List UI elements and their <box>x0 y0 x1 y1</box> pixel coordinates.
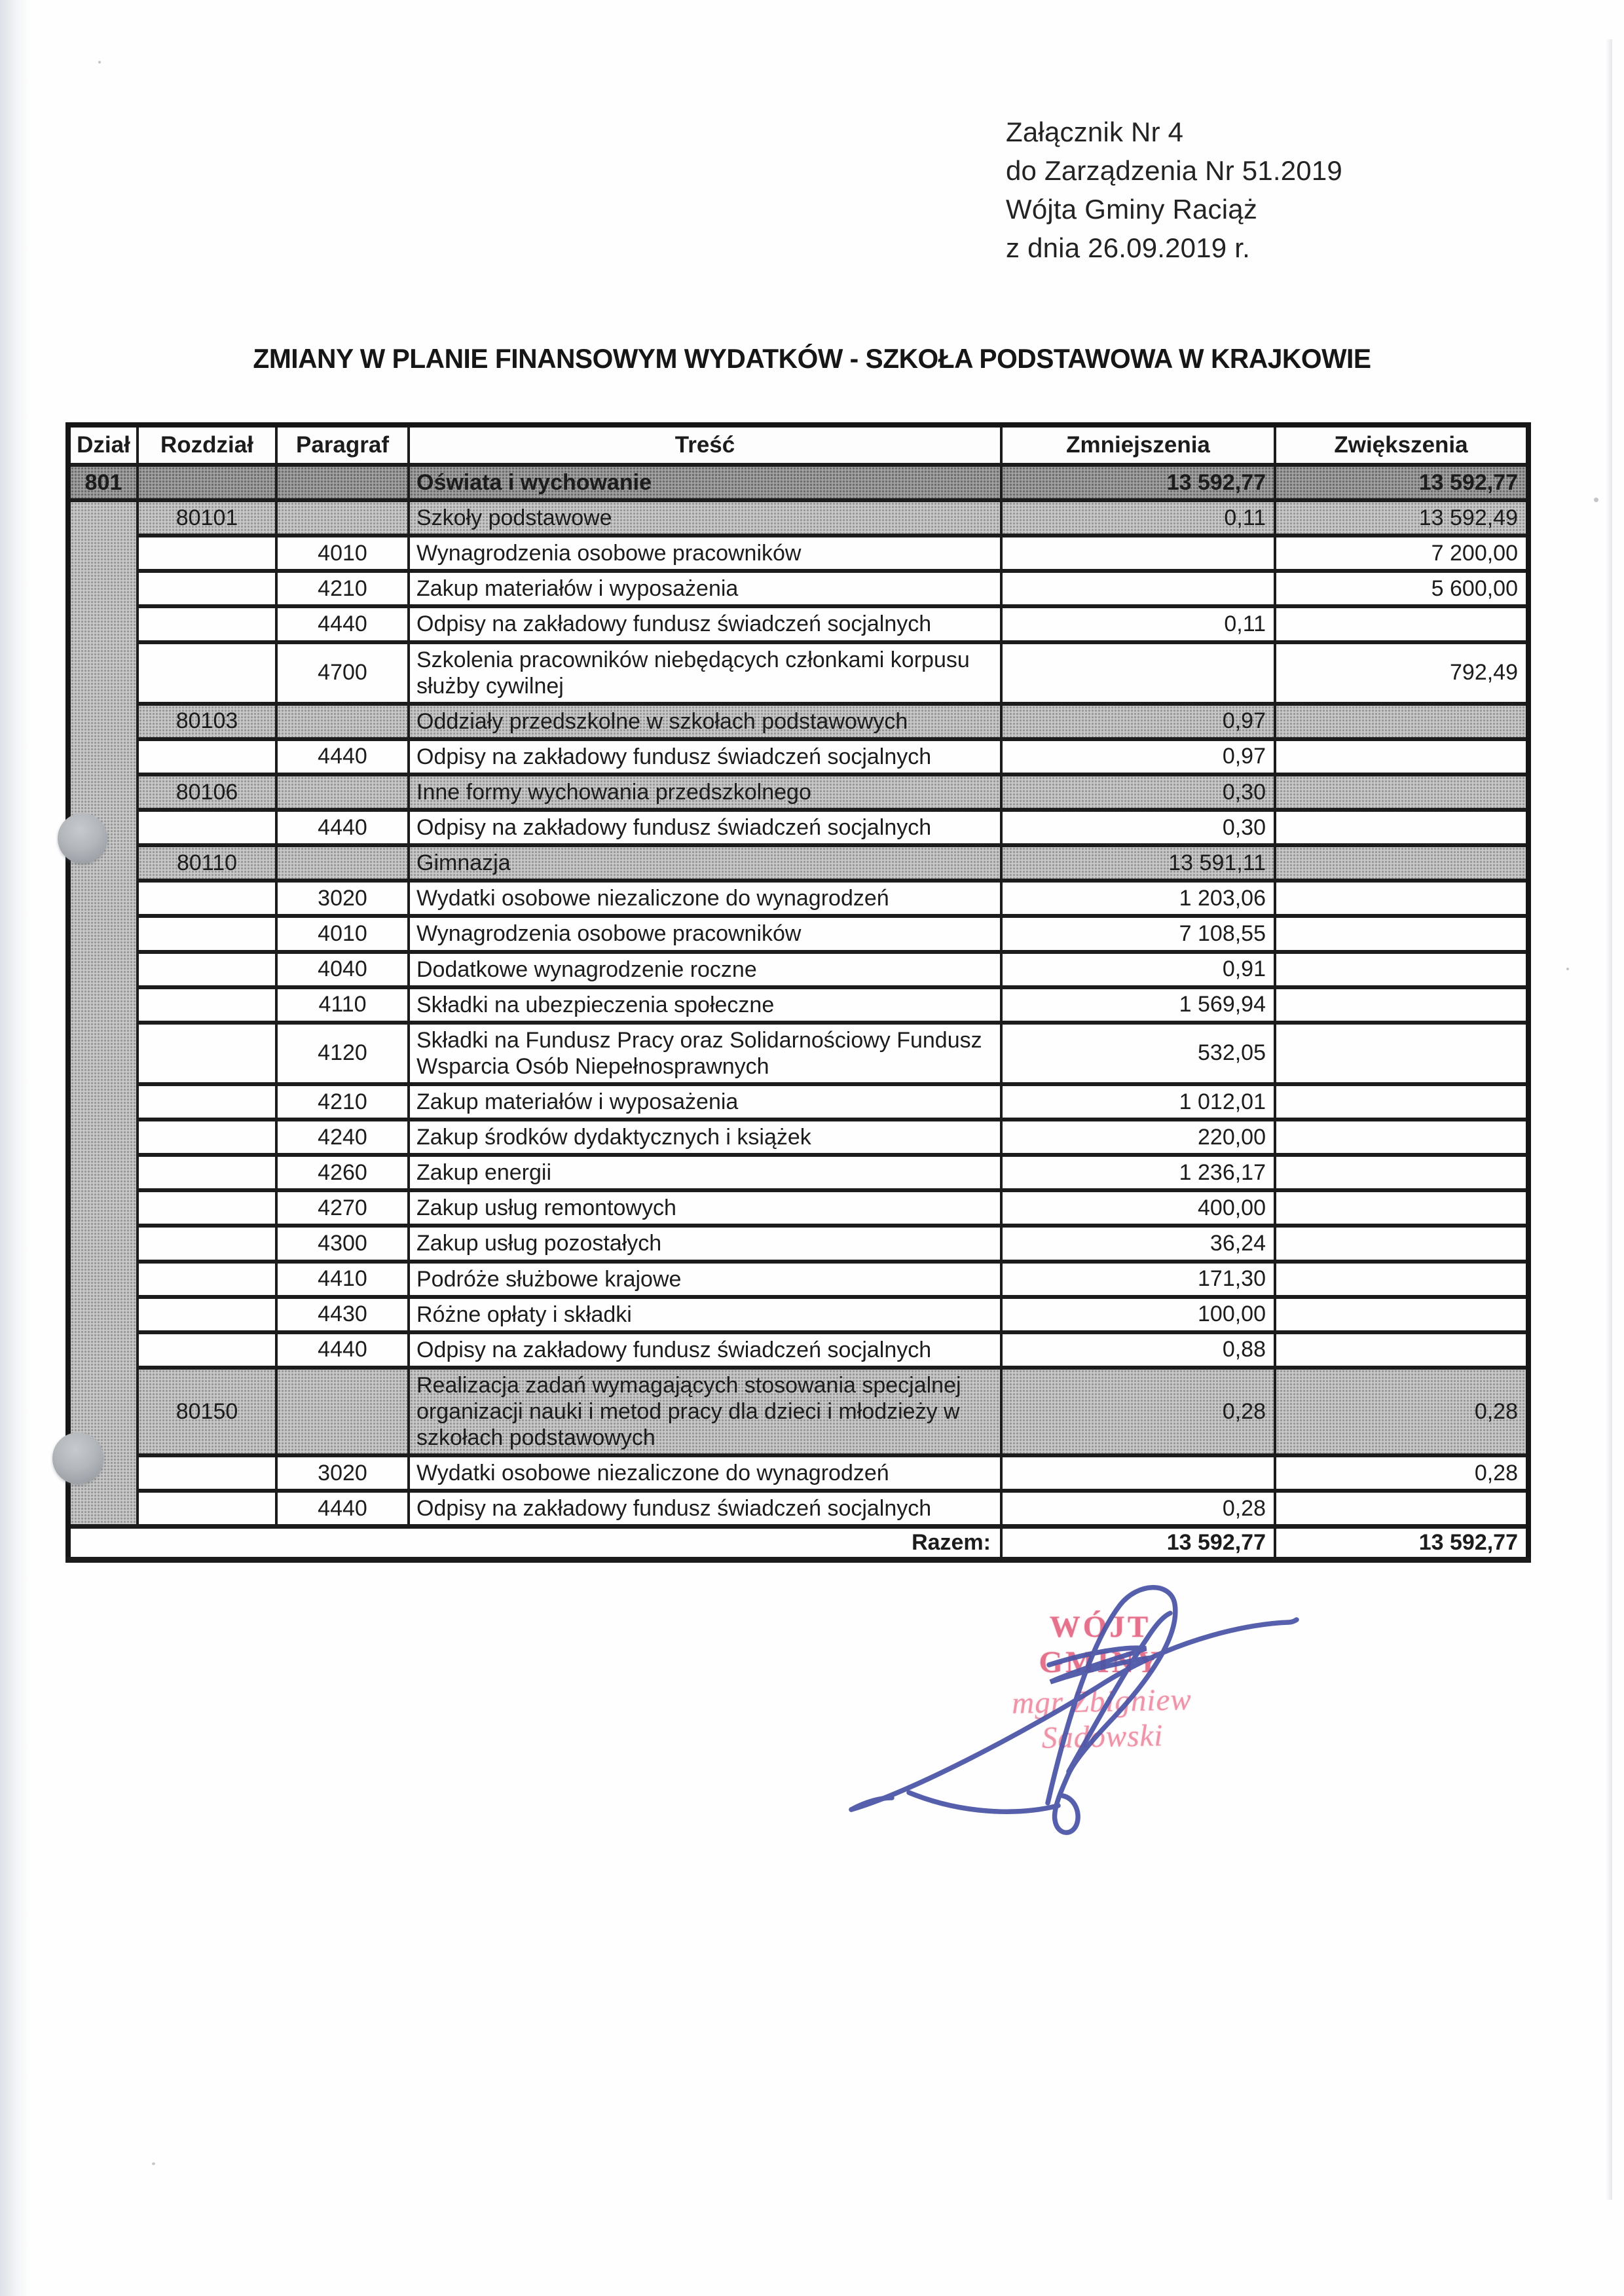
cell-tresc: Szkolenia pracowników niebędących członkami korpusu służby cywilnej <box>409 642 1001 704</box>
page-title: ZMIANY W PLANIE FINANSOWYM WYDATKÓW - SZKOŁA PODSTAWOWA W KRAJKOWIE <box>253 343 1371 374</box>
table-row-paragraf <box>68 1262 1528 1297</box>
cell-zmniejszenia: 171,30 <box>1001 1262 1275 1297</box>
scan-speck <box>1594 498 1598 502</box>
cell-paragraf: 4110 <box>276 987 409 1023</box>
cell-tresc: Szkoły podstawowe <box>409 500 1001 536</box>
cell-zmniejszenia: 0,91 <box>1001 952 1275 987</box>
cell-tresc: Dodatkowe wynagrodzenie roczne <box>409 952 1001 987</box>
cell-zmniejszenia: 13 591,11 <box>1001 845 1275 881</box>
signature-inner-loop-line <box>1069 1613 1170 1772</box>
cell-rozdzial <box>138 1332 276 1368</box>
attachment-line: do Zarządzenia Nr 51.2019 <box>1006 155 1342 186</box>
cell-zwiekszenia: 5 600,00 <box>1275 571 1528 606</box>
cell-zmniejszenia: 532,05 <box>1001 1023 1275 1084</box>
cell-zwiekszenia <box>1275 881 1528 916</box>
signature-long-stroke <box>851 1620 1297 1810</box>
table-row-rozdzial <box>68 845 1528 881</box>
table-header-row <box>68 425 1528 465</box>
cell-paragraf: 4440 <box>276 1332 409 1368</box>
cell-zwiekszenia <box>1275 774 1528 810</box>
table-row-paragraf <box>68 1155 1528 1190</box>
cell-paragraf: 4210 <box>276 571 409 606</box>
scan-speck <box>1566 968 1569 970</box>
cell-rozdzial <box>138 987 276 1023</box>
cell-zwiekszenia: 792,49 <box>1275 642 1528 704</box>
cell-tresc: Oświata i wychowanie <box>409 465 1001 500</box>
cell-tresc: Składki na Fundusz Pracy oraz Solidarnościowy Fundusz Wsparcia Osób Niepełnosprawnych <box>409 1023 1001 1084</box>
cell-zmniejszenia <box>1001 1455 1275 1491</box>
cell-zwiekszenia <box>1275 845 1528 881</box>
cell-paragraf: 4040 <box>276 952 409 987</box>
cell-tresc: Zakup usług remontowych <box>409 1190 1001 1226</box>
cell-dzial-merged-empty <box>68 500 138 1527</box>
table-row-paragraf <box>68 1190 1528 1226</box>
cell-paragraf: 4210 <box>276 1084 409 1120</box>
budget-table <box>65 422 1531 1563</box>
cell-zmniejszenia: 1 203,06 <box>1001 881 1275 916</box>
cell-zwiekszenia <box>1275 1155 1528 1190</box>
cell-paragraf: 4300 <box>276 1226 409 1261</box>
table-row-paragraf <box>68 571 1528 606</box>
cell-zmniejszenia: 0,88 <box>1001 1332 1275 1368</box>
cell-zwiekszenia <box>1275 916 1528 951</box>
cell-zmniejszenia: 0,30 <box>1001 774 1275 810</box>
cell-dzial: 801 <box>68 465 138 500</box>
cell-zwiekszenia <box>1275 1262 1528 1297</box>
cell-paragraf: 4010 <box>276 916 409 951</box>
cell-rozdzial: 80101 <box>138 500 276 536</box>
cell-zwiekszenia <box>1275 1226 1528 1261</box>
cell-paragraf: 4440 <box>276 1491 409 1527</box>
cell-rozdzial <box>138 810 276 845</box>
cell-rozdzial: 80110 <box>138 845 276 881</box>
table-row-paragraf <box>68 1455 1528 1491</box>
stamp-official-name: mgr Zbigniew Sadowski <box>1011 1683 1192 1755</box>
column-header-tresc: Treść <box>409 425 1001 465</box>
cell-paragraf: 3020 <box>276 1455 409 1491</box>
cell-paragraf <box>276 704 409 739</box>
table-row-paragraf <box>68 1023 1528 1084</box>
cell-rozdzial <box>138 606 276 642</box>
cell-rozdzial <box>138 1190 276 1226</box>
cell-zwiekszenia <box>1275 1297 1528 1332</box>
total-zwiekszenia: 13 592,77 <box>1275 1527 1528 1560</box>
cell-paragraf <box>276 1368 409 1455</box>
cell-tresc: Różne opłaty i składki <box>409 1297 1001 1332</box>
cell-zmniejszenia <box>1001 642 1275 704</box>
cell-zmniejszenia: 0,97 <box>1001 739 1275 774</box>
table-total-row <box>68 1527 1528 1560</box>
cell-rozdzial <box>138 916 276 951</box>
cell-zmniejszenia: 100,00 <box>1001 1297 1275 1332</box>
cell-rozdzial <box>138 1155 276 1190</box>
cell-paragraf: 4240 <box>276 1120 409 1155</box>
cell-zwiekszenia <box>1275 1120 1528 1155</box>
column-header-zwiekszenia: Zwiększenia <box>1275 425 1528 465</box>
budget-table-grid <box>65 422 1531 1563</box>
table-row-rozdzial <box>68 704 1528 739</box>
cell-paragraf <box>276 845 409 881</box>
attachment-note <box>1006 113 1342 267</box>
table-row-paragraf <box>68 1226 1528 1261</box>
cell-tresc: Zakup materiałów i wyposażenia <box>409 571 1001 606</box>
cell-paragraf <box>276 774 409 810</box>
cell-rozdzial <box>138 1262 276 1297</box>
cell-tresc: Wynagrodzenia osobowe pracowników <box>409 536 1001 571</box>
attachment-line: Wójta Gminy Raciąż <box>1006 194 1258 225</box>
table-row-paragraf <box>68 1297 1528 1332</box>
signature-bottom-sweep <box>909 1793 1058 1812</box>
cell-paragraf <box>276 500 409 536</box>
attachment-line: Załącznik Nr 4 <box>1006 117 1184 147</box>
total-label: Razem: <box>68 1527 1001 1560</box>
cell-rozdzial <box>138 1023 276 1084</box>
cell-paragraf: 4700 <box>276 642 409 704</box>
cell-tresc: Zakup usług pozostałych <box>409 1226 1001 1261</box>
table-row-paragraf <box>68 810 1528 845</box>
cell-rozdzial: 80150 <box>138 1368 276 1455</box>
cell-tresc: Zakup energii <box>409 1155 1001 1190</box>
table-row-paragraf <box>68 1120 1528 1155</box>
table-row-paragraf <box>68 606 1528 642</box>
cell-zwiekszenia <box>1275 810 1528 845</box>
cell-rozdzial <box>138 1120 276 1155</box>
cell-zwiekszenia <box>1275 952 1528 987</box>
total-zmniejszenia: 13 592,77 <box>1001 1527 1275 1560</box>
cell-rozdzial <box>138 642 276 704</box>
cell-zmniejszenia: 7 108,55 <box>1001 916 1275 951</box>
table-row-dzial <box>68 465 1528 500</box>
cell-zmniejszenia: 0,97 <box>1001 704 1275 739</box>
cell-tresc: Zakup materiałów i wyposażenia <box>409 1084 1001 1120</box>
cell-zwiekszenia <box>1275 1023 1528 1084</box>
cell-tresc: Realizacja zadań wymagających stosowania specjalnej organizacji nauki i metod pracy dla dzieci i młodzieży w szkołach podstawowych <box>409 1368 1001 1455</box>
cell-zwiekszenia <box>1275 1190 1528 1226</box>
cell-zmniejszenia <box>1001 571 1275 606</box>
cell-rozdzial: 80106 <box>138 774 276 810</box>
cell-zwiekszenia <box>1275 987 1528 1023</box>
column-header-paragraf: Paragraf <box>276 425 409 465</box>
table-row-rozdzial <box>68 500 1528 536</box>
cell-zmniejszenia: 0,11 <box>1001 606 1275 642</box>
table-row-paragraf <box>68 952 1528 987</box>
column-header-zmniejszenia: Zmniejszenia <box>1001 425 1275 465</box>
table-row-paragraf <box>68 987 1528 1023</box>
cell-paragraf: 4010 <box>276 536 409 571</box>
cell-tresc: Wydatki osobowe niezaliczone do wynagrodzeń <box>409 881 1001 916</box>
cell-paragraf: 4120 <box>276 1023 409 1084</box>
cell-zmniejszenia: 13 592,77 <box>1001 465 1275 500</box>
cell-rozdzial <box>138 465 276 500</box>
table-row-paragraf <box>68 642 1528 704</box>
cell-rozdzial: 80103 <box>138 704 276 739</box>
cell-rozdzial <box>138 1491 276 1527</box>
cell-zwiekszenia <box>1275 606 1528 642</box>
cell-zwiekszenia <box>1275 1332 1528 1368</box>
table-row-paragraf <box>68 881 1528 916</box>
hole-punch-mark <box>52 1432 103 1484</box>
scan-edge-artifact-right <box>1606 39 1612 2200</box>
table-row-paragraf <box>68 536 1528 571</box>
cell-rozdzial <box>138 952 276 987</box>
cell-tresc: Odpisy na zakładowy fundusz świadczeń socjalnych <box>409 1332 1001 1368</box>
cell-zwiekszenia: 7 200,00 <box>1275 536 1528 571</box>
cell-tresc: Składki na ubezpieczenia społeczne <box>409 987 1001 1023</box>
table-body <box>68 465 1528 1560</box>
cell-zwiekszenia: 13 592,77 <box>1275 465 1528 500</box>
table-row-paragraf <box>68 739 1528 774</box>
cell-tresc: Wydatki osobowe niezaliczone do wynagrodzeń <box>409 1455 1001 1491</box>
cell-zmniejszenia: 1 236,17 <box>1001 1155 1275 1190</box>
cell-rozdzial <box>138 739 276 774</box>
cell-rozdzial <box>138 881 276 916</box>
attachment-line: z dnia 26.09.2019 r. <box>1006 232 1250 263</box>
cell-paragraf <box>276 465 409 500</box>
cell-tresc: Wynagrodzenia osobowe pracowników <box>409 916 1001 951</box>
cell-zmniejszenia: 0,28 <box>1001 1368 1275 1455</box>
cell-paragraf: 4410 <box>276 1262 409 1297</box>
table-row-rozdzial <box>68 1368 1528 1455</box>
column-header-rozdzial: Rozdział <box>138 425 276 465</box>
cell-zmniejszenia: 400,00 <box>1001 1190 1275 1226</box>
cell-rozdzial <box>138 1297 276 1332</box>
table-row-rozdzial <box>68 774 1528 810</box>
cell-zwiekszenia <box>1275 739 1528 774</box>
scan-speck <box>98 61 101 64</box>
cell-rozdzial <box>138 571 276 606</box>
cell-rozdzial <box>138 1226 276 1261</box>
cell-paragraf: 4440 <box>276 606 409 642</box>
table-row-paragraf <box>68 1491 1528 1527</box>
cell-paragraf: 4440 <box>276 739 409 774</box>
table-row-paragraf <box>68 916 1528 951</box>
cell-zwiekszenia: 13 592,49 <box>1275 500 1528 536</box>
cell-paragraf: 4270 <box>276 1190 409 1226</box>
cell-zmniejszenia: 36,24 <box>1001 1226 1275 1261</box>
cell-zmniejszenia: 220,00 <box>1001 1120 1275 1155</box>
cell-zmniejszenia: 0,30 <box>1001 810 1275 845</box>
cell-tresc: Inne formy wychowania przedszkolnego <box>409 774 1001 810</box>
cell-zwiekszenia <box>1275 704 1528 739</box>
stamp-office-title: WÓJT GMINY <box>1039 1610 1162 1679</box>
cell-zmniejszenia: 1 569,94 <box>1001 987 1275 1023</box>
cell-zmniejszenia: 0,11 <box>1001 500 1275 536</box>
cell-zwiekszenia <box>1275 1491 1528 1527</box>
cell-rozdzial <box>138 536 276 571</box>
cell-tresc: Podróże służbowe krajowe <box>409 1262 1001 1297</box>
column-header-dzial: Dział <box>68 425 138 465</box>
cell-tresc: Zakup środków dydaktycznych i książek <box>409 1120 1001 1155</box>
cell-rozdzial <box>138 1084 276 1120</box>
cell-paragraf: 4430 <box>276 1297 409 1332</box>
cell-zmniejszenia: 1 012,01 <box>1001 1084 1275 1120</box>
cell-tresc: Odpisy na zakładowy fundusz świadczeń socjalnych <box>409 1491 1001 1527</box>
scan-speck <box>152 2162 155 2165</box>
cell-zwiekszenia: 0,28 <box>1275 1455 1528 1491</box>
cell-tresc: Odpisy na zakładowy fundusz świadczeń socjalnych <box>409 739 1001 774</box>
cell-paragraf: 4260 <box>276 1155 409 1190</box>
cell-tresc: Odpisy na zakładowy fundusz świadczeń socjalnych <box>409 606 1001 642</box>
cell-rozdzial <box>138 1455 276 1491</box>
cell-zwiekszenia: 0,28 <box>1275 1368 1528 1455</box>
cell-zmniejszenia: 0,28 <box>1001 1491 1275 1527</box>
cell-paragraf: 3020 <box>276 881 409 916</box>
cell-tresc: Oddziały przedszkolne w szkołach podstawowych <box>409 704 1001 739</box>
cell-tresc: Odpisy na zakładowy fundusz świadczeń socjalnych <box>409 810 1001 845</box>
handwritten-signature <box>832 1575 1316 1850</box>
cell-zmniejszenia <box>1001 536 1275 571</box>
cell-tresc: Gimnazja <box>409 845 1001 881</box>
table-row-paragraf <box>68 1332 1528 1368</box>
cell-paragraf: 4440 <box>276 810 409 845</box>
cell-zwiekszenia <box>1275 1084 1528 1120</box>
hole-punch-mark <box>58 813 107 864</box>
table-row-paragraf <box>68 1084 1528 1120</box>
